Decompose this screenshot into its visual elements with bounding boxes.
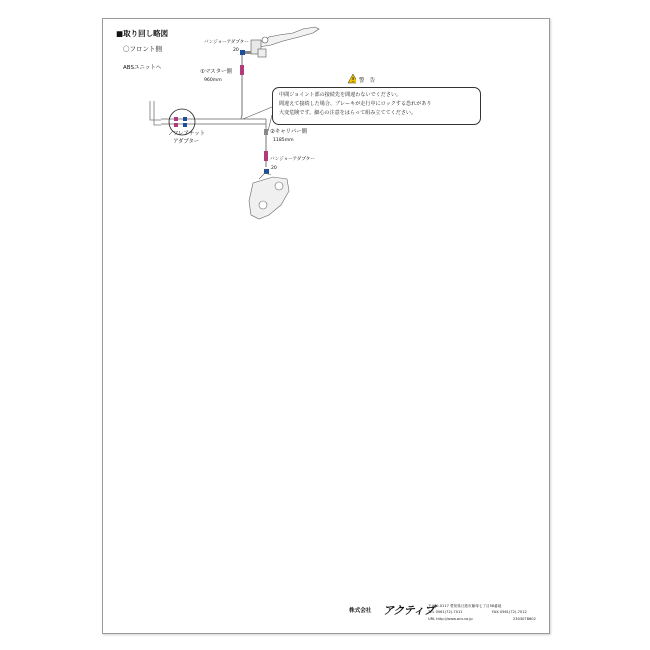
company-footer	[349, 604, 541, 625]
company-address: 〒470-0117 愛知県日進市藤塚七丁目58番地	[428, 604, 502, 608]
banjo-adapter-top-size: 20	[233, 48, 239, 53]
caliper-length-label: 1185mm	[273, 138, 294, 143]
company-tel: TEL 0561(72)-7011	[428, 610, 463, 614]
document-page	[102, 18, 550, 634]
master-hose-fitting	[240, 65, 244, 75]
caliper-hose-joint	[264, 129, 268, 135]
document-code: 2303078602	[513, 617, 536, 621]
flare-nut-fitting-1	[174, 117, 178, 121]
caliper-side-label: ②キャリパー側	[270, 129, 308, 135]
master-length-label: 960mm	[204, 78, 222, 83]
banjo-adapter-bottom-label: バンジョーアダプター	[270, 157, 315, 162]
warning-box	[272, 87, 481, 125]
flare-nut-fitting-4	[183, 123, 187, 127]
flare-nut-fitting-3	[183, 117, 187, 121]
abs-pipes	[150, 101, 161, 125]
banjo-adapter-top-label: バンジョーアダプター	[204, 40, 249, 45]
front-side-label: 〇フロント側	[123, 45, 162, 53]
flare-nut-fitting-2	[174, 123, 178, 127]
warning-line: 中間ジョイント部の接続先を間違わないでください。	[279, 92, 402, 98]
master-cylinder-drawing	[251, 27, 319, 57]
company-fax: FAX 0561(72)-7012	[492, 610, 527, 614]
abs-unit-label: ABSユニットへ	[123, 65, 162, 71]
flare-nut-label: フレアナット	[173, 131, 206, 137]
brand-logo: アクティブ	[383, 604, 435, 617]
caliper-drawing	[249, 173, 289, 219]
flare-adapter-label: アダプター	[173, 139, 200, 145]
master-side-label: ①マスター側	[200, 69, 232, 75]
diagram-title: ■取り回し略図	[116, 29, 169, 38]
company-url: URL http://www.acv.co.jp	[428, 617, 473, 621]
banjo-fitting-top	[240, 50, 245, 55]
warning-line: 間違えて接続した場合、ブレーキが走行中にロックする恐れがあり	[279, 101, 432, 107]
warning-line: 大変危険です。細心の注意をはらって組み立ててください。	[279, 110, 417, 116]
master-hose	[241, 55, 242, 119]
company-type: 株式会社	[349, 608, 372, 614]
caliper-hose-fitting	[264, 151, 268, 161]
warning-title: 警 告	[356, 79, 378, 84]
banjo-bolt-top	[245, 51, 251, 54]
banjo-adapter-bottom-size: 20	[271, 166, 277, 171]
